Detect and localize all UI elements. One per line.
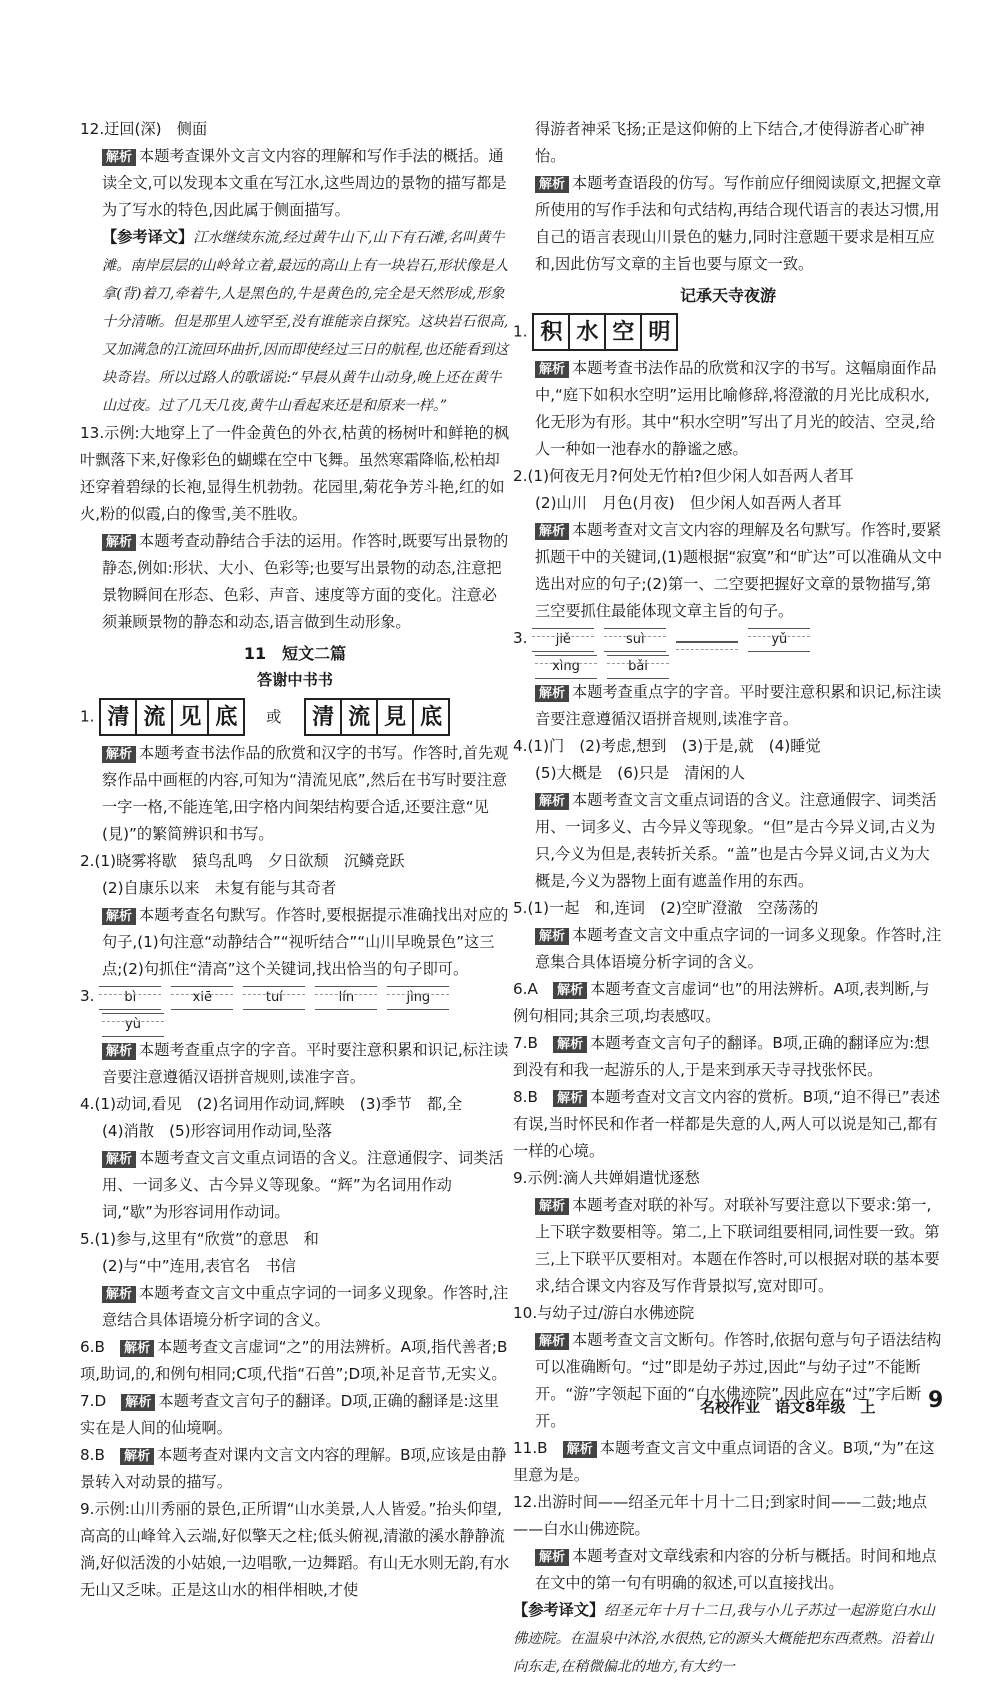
q4-explanation: 解析 本题考查文言文重点词语的含义。注意通假字、词类活用、一词多义、古今异义等现象。“但”是古今异义词,古义为只,今义为但是,表转折关系。“盖”也是古今异义词,古义为大概是,今义为器物上面有遮盖作用的东西。 <box>535 791 937 890</box>
analysis-tag: 解析 <box>535 928 569 945</box>
q2-answer-2: (2)自康乐以来 未复有能与其奇者 <box>102 879 337 897</box>
q8: 8.B 解析 本题考查对课内文言文内容的理解。B项,应该是由静景转入对动景的描写。 <box>80 1446 507 1491</box>
q5-answer: 5.(1)一起 和,连词 (2)空旷澄澈 空荡荡的 <box>513 899 819 917</box>
q5-explanation: 解析 本题考查文言文中重点字词的一词多义现象。作答时,注意结合具体语境分析字词的含义。 <box>102 1284 509 1329</box>
q3-pinyin: 3. bì xiē tuí lín jìng <box>80 983 510 1010</box>
q12-reference-translation: 【参考译文】绍圣元年十月十二日,我与小儿子苏过一起游览白水山佛迹院。在温泉中沐浴,水很热,它的源头大概能把东西煮熟。沿着山向东走,在稍微偏北的地方,有大约一 <box>513 1601 935 1675</box>
analysis-tag: 解析 <box>563 1441 597 1458</box>
lesson-title: 答谢中书书 <box>257 671 333 689</box>
q9-answer: 9.示例:山川秀丽的景色,正所谓“山水美景,人人皆爱。”抬头仰望,高高的山峰耸入云端,好似擎天之柱;低头俯视,清澈的溪水静静流淌,好似活泼的小姑娘,一边唱歌,一边舞蹈。有山无水则无韵,有水无山又乏味。正是这山水的相伴相映,才使 <box>80 1500 510 1599</box>
page-number: 9 <box>928 1388 944 1413</box>
q6: 6.A 解析 本题考查文言虚词“也”的用法辨析。A项,表判断,与例句相同;其余三项,均表感叹。 <box>513 980 930 1025</box>
analysis-tag: 解析 <box>553 1090 587 1107</box>
analysis-tag: 解析 <box>102 908 136 925</box>
analysis-tag: 解析 <box>102 1286 136 1303</box>
q4-answer-1: 4.(1)门 (2)考虑,想到 (3)于是,就 (4)睡觉 <box>513 737 821 755</box>
q6: 6.B 解析 本题考查文言虚词“之”的用法辨析。A项,指代善者;B项,助词,的,和例句相同;C项,代指“石兽”;D项,补足音节,无实义。 <box>80 1338 508 1383</box>
analysis-tag: 解析 <box>102 1151 136 1168</box>
q4-answer-2: (4)消散 (5)形容词用作动词,坠落 <box>102 1122 333 1140</box>
q4-explanation: 解析 本题考查文言文重点词语的含义。注意通假字、词类活用、一词多义、古今异义等现象。“辉”为名词用作动词,“歇”为形容词用作动词。 <box>102 1149 504 1221</box>
right-column <box>513 116 943 1681</box>
left-column <box>80 116 510 1604</box>
lesson-title: 记承天寺夜游 <box>679 286 776 305</box>
q1-explanation: 解析 本题考查书法作品的欣赏和汉字的书写。这幅扇面作品中,“庭下如积水空明”运用比喻修辞,将澄澈的月光比成积水,化无形为有形。其中“积水空明”写出了月光的皎洁、空灵,给人一种如一池春水的静谧之感。 <box>535 359 937 458</box>
q12-explanation: 解析 本题考查课外文言文内容的理解和写作手法的概括。通读全文,可以发现本文重在写江水,这些周边的景物的描写都是为了写水的特色,因此属于侧面描写。 <box>102 147 507 219</box>
q2-answer-1: 2.(1)晓雾将歇 猿鸟乱鸣 夕日欲颓 沉鳞竞跃 <box>80 852 405 870</box>
q9-answer: 9.示例:滴人共婵娟遣忧逐愁 <box>513 1169 700 1187</box>
q1-calligraphy: 1. 清 流 见 底 或 清 流 見 底 <box>80 694 510 740</box>
analysis-tag: 解析 <box>535 361 569 378</box>
analysis-tag: 解析 <box>535 793 569 810</box>
section-title: 11 短文二篇 <box>243 644 347 663</box>
q2-explanation: 解析 本题考查名句默写。作答时,要根据提示准确找出对应的句子,(1)句注意“动静结合”“视听结合”“山川早晚景色”这三点;(2)句抓住“清高”这个关键词,找出恰当的句子即可。 <box>102 906 509 978</box>
analysis-tag: 解析 <box>535 523 569 540</box>
analysis-tag: 解析 <box>121 1394 155 1411</box>
q4-answer-1: 4.(1)动词,看见 (2)名词用作动词,辉映 (3)季节 都,全 <box>80 1095 463 1113</box>
analysis-tag: 解析 <box>535 1198 569 1215</box>
q2-explanation: 解析 本题考查对文言文内容的理解及名句默写。作答时,要紧抓题干中的关键词,(1)题根据“寂寞”和“旷达”可以准确从文中选出对应的句子;(2)第一、二空要把握好文章的景物描写,第三空要抓住最能体现文章主旨的句子。 <box>535 521 943 620</box>
subject-label: 语文8年级 <box>775 1398 846 1416</box>
analysis-tag: 解析 <box>535 685 569 702</box>
analysis-tag: 解析 <box>120 1448 154 1465</box>
q5-explanation: 解析 本题考查文言文中重点字词的一词多义现象。作答时,注意集合具体语境分析字词的含义。 <box>535 926 942 971</box>
analysis-tag: 解析 <box>553 982 587 999</box>
q3-pinyin: 3. jiě suì yǔ <box>513 625 943 652</box>
q9-answer-continued: 得游者神采飞扬;正是这仰俯的上下结合,才使得游者心旷神怡。 <box>535 120 925 165</box>
analysis-tag: 解析 <box>102 534 136 551</box>
q5-answer-2: (2)与“中”连用,表官名 书信 <box>102 1257 296 1275</box>
q10-explanation: 解析 本题考查文言文断句。作答时,依据句意与句子语法结构可以准确断句。“过”即是幼子苏过,因此“与幼子过”不能断开。“游”字领起下面的“白水佛迹院”,因此应在“过”字后断开。 <box>535 1331 942 1430</box>
q12-answer: 12.出游时间——绍圣元年十月十二日;到家时间——二鼓;地点——白水山佛迹院。 <box>513 1493 928 1538</box>
q7: 7.B 解析 本题考查文言句子的翻译。B项,正确的翻译应为:想到没有和我一起游乐的人,于是来到承天寺寻找张怀民。 <box>513 1034 930 1079</box>
q12-reference-translation: 【参考译文】江水继续东流,经过黄牛山下,山下有石滩,名叫黄牛滩。南岸层层的山岭耸立着,最远的高山上有一块岩石,形状像是人拿(背)着刀,牵着牛,人是黑色的,牛是黄色的,完全是天然形成,形象十分清晰。但是那里人迹罕至,没有谁能亲自探究。这块岩石很高,又加满急的江流回环曲折,因而即使经过三日的航程,也还能看到这块奇岩。所以过路人的歌谣说:“早晨从黄牛山动身,晚上还在黄牛山过夜。过了几天几夜,黄牛山看起来还是和原来一样。” <box>102 228 509 414</box>
reference-tag: 【参考译文】 <box>513 1601 605 1619</box>
q12-explanation: 解析 本题考查对文章线索和内容的分析与概括。时间和地点在文中的第一句有明确的叙述,可以直接找出。 <box>535 1547 937 1592</box>
q9-explanation: 解析 本题考查对联的补写。对联补写要注意以下要求:第一,上下联字数要相等。第二,上下联词组要相同,词性要一致。第三,上下联平仄要相对。本题在作答时,可以根据对联的基本要求,结合课文内容及写作背景拟写,宽对即可。 <box>535 1196 940 1295</box>
analysis-tag: 解析 <box>102 149 136 166</box>
q8: 8.B 解析 本题考查对文言文内容的赏析。B项,“迫不得已”表述有误,当时怀民和作者一样都是失意的人,两人可以说是知己,都有一样的心境。 <box>513 1088 941 1160</box>
q13-answer: 13.示例:大地穿上了一件金黄色的外衣,枯黄的杨树叶和鲜艳的枫叶飘落下来,好像彩色的蝴蝶在空中飞舞。虽然寒霜降临,松柏却还穿着碧绿的长袍,显得生机勃勃。花园里,菊花争芳斗艳,红的如火,粉的似霞,白的像雪,美不胜收。 <box>80 424 509 523</box>
q4-answer-2: (5)大概是 (6)只是 清闲的人 <box>535 764 746 782</box>
calligraphy-grid-a: 清 流 见 底 <box>99 698 243 736</box>
q10-answer: 10.与幼子过/游白水佛迹院 <box>513 1304 695 1322</box>
q5-answer-1: 5.(1)参与,这里有“欣赏”的意思 和 <box>80 1230 319 1248</box>
q7: 7.D 解析 本题考查文言句子的翻译。D项,正确的翻译是:这里实在是人间的仙境啊。 <box>80 1392 499 1437</box>
q1-calligraphy: 1. 积 水 空 明 <box>513 309 943 355</box>
calligraphy-grid: 积 水 空 明 <box>532 313 676 351</box>
q13-explanation: 解析 本题考查动静结合手法的运用。作答时,既要写出景物的静态,例如:形状、大小、色彩等;也要写出景物的动态,注意把景物瞬间在形态、色彩、声音、速度等方面的变化。注意必须兼顾景物的静态和动态,语言做到生动形象。 <box>102 532 509 631</box>
analysis-tag: 解析 <box>535 1549 569 1566</box>
analysis-tag: 解析 <box>535 176 569 193</box>
book-title: 名校作业 <box>700 1398 761 1416</box>
analysis-tag: 解析 <box>102 1043 136 1060</box>
q3-pinyin-row2: xìng bǎi <box>513 652 943 679</box>
reference-tag: 【参考译文】 <box>102 228 194 246</box>
q3-explanation: 解析 本题考查重点字的字音。平时要注意积累和识记,标注读音要注意遵循汉语拼音规则,读准字音。 <box>535 683 942 728</box>
q2-answer-1: 2.(1)何夜无月?何处无竹柏?但少闲人如吾两人者耳 <box>513 467 854 485</box>
q3-pinyin-row2: yù <box>80 1010 510 1037</box>
q11: 11.B 解析 本题考查文言文中重点词语的含义。B项,“为”在这里意为是。 <box>513 1439 935 1484</box>
analysis-tag: 解析 <box>553 1036 587 1053</box>
calligraphy-grid-b: 清 流 見 底 <box>304 698 448 736</box>
analysis-tag: 解析 <box>535 1333 569 1350</box>
analysis-tag: 解析 <box>120 1340 154 1357</box>
q3-explanation: 解析 本题考查重点字的字音。平时要注意积累和识记,标注读音要注意遵循汉语拼音规则,读准字音。 <box>102 1041 509 1086</box>
volume-label: 上 <box>860 1398 876 1416</box>
q1-explanation: 解析 本题考查书法作品的欣赏和汉字的书写。作答时,首先观察作品中画框的内容,可知为“清流见底”,然后在书写时要注意一字一格,不能连笔,田字格内间架结构要合适,还要注意“见(見)”的繁简辨识和书写。 <box>102 744 509 843</box>
page-footer <box>700 1396 876 1417</box>
q12-answer: 12.迂回(深) 侧面 <box>80 120 208 138</box>
q2-answer-2: (2)山川 月色(月夜) 但少闲人如吾两人者耳 <box>535 494 842 512</box>
analysis-tag: 解析 <box>102 746 136 763</box>
q9-explanation: 解析 本题考查语段的仿写。写作前应仔细阅读原文,把握文章所使用的写作手法和句式结构,再结合现代语言的表达习惯,用自己的语言表现山川景色的魅力,同时注意题干要求是相互应和,因此仿写文章的主旨也要与原文一致。 <box>535 174 942 273</box>
